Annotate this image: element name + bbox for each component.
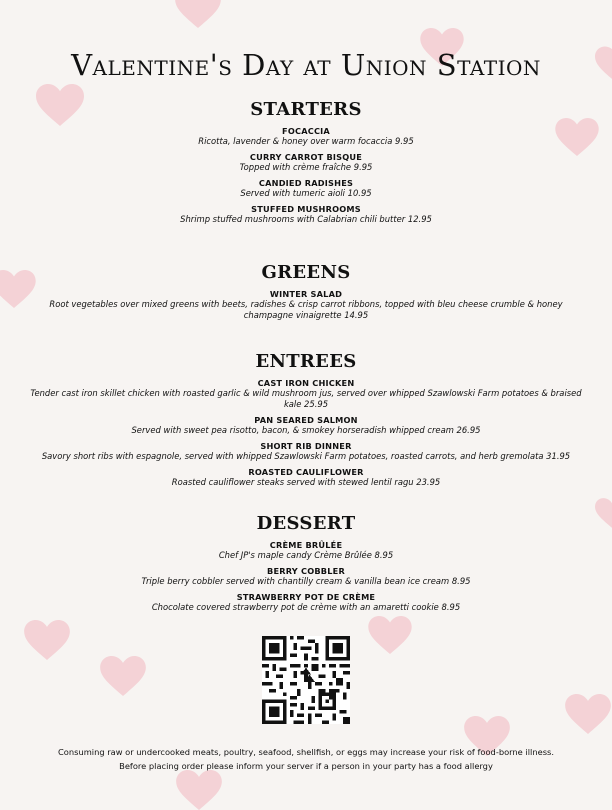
menu-item — [0, 378, 612, 410]
menu-item — [0, 152, 612, 173]
menu-item — [0, 204, 612, 225]
item-name: CAST IRON CHICKEN — [257, 378, 355, 388]
menu-item — [0, 126, 612, 147]
item-description: Savory short ribs with espagnole, served with whipped Szawlowski Farm potatoes, roasted carrots, and herb gremolata 31.95 — [41, 451, 571, 461]
item-description: Shrimp stuffed mushrooms with Calabrian chili butter 12.95 — [180, 214, 432, 224]
entrees-section — [0, 351, 612, 493]
menu-item — [0, 441, 612, 462]
item-name: STUFFED MUSHROOMS — [251, 204, 361, 214]
item-name: CURRY CARROT BISQUE — [249, 152, 363, 162]
item-description: Served with tumeric aioli 10.95 — [240, 188, 372, 198]
menu-item — [0, 592, 612, 613]
qr-code-icon — [262, 636, 350, 724]
item-name: WINTER SALAD — [269, 289, 343, 299]
item-name: CRÈME BRÛLÉE — [269, 540, 343, 550]
item-name: PAN SEARED SALMON — [254, 415, 358, 425]
item-description: Roasted cauliflower steaks served with stewed lentil ragu 23.95 — [171, 477, 441, 487]
item-description: Ricotta, lavender & honey over warm focaccia 9.95 — [198, 136, 414, 146]
item-description: Root vegetables over mixed greens with beets, radishes & crisp carrot ribbons, topped with bleu cheese crumble & honey champagne vinaigrette 14.95 — [49, 299, 563, 320]
item-name: ROASTED CAULIFLOWER — [248, 467, 364, 477]
dessert-section — [0, 513, 612, 618]
disclaimer-line: Before placing order please inform your server if a person in your party has a food allergy — [119, 761, 493, 771]
heart-icon — [368, 616, 412, 654]
item-description: Chocolate covered strawberry pot de crème with an amaretti cookie 8.95 — [151, 602, 461, 612]
menu-title: Valentine's Day at Union Station — [71, 48, 541, 82]
menu-item — [0, 178, 612, 199]
menu-item — [0, 566, 612, 587]
item-name: BERRY COBBLER — [267, 566, 345, 576]
heart-icon — [175, 0, 221, 28]
disclaimer-line: Consuming raw or undercooked meats, poultry, seafood, shellfish, or eggs may increase your risk of food-borne illness. — [58, 747, 554, 757]
item-description: Served with sweet pea risotto, bacon, & smokey horseradish whipped cream 26.95 — [131, 425, 481, 435]
heart-icon — [176, 770, 222, 810]
heart-icon — [100, 656, 146, 696]
item-description: Tender cast iron skillet chicken with roasted garlic & wild mushroom jus, served over whipped Szawlowski Farm potatoes & braised kale 25.95 — [30, 388, 582, 409]
menu-item — [0, 540, 612, 561]
menu-item — [0, 415, 612, 436]
heart-icon — [565, 694, 611, 734]
section-heading: ENTREES — [255, 351, 357, 372]
item-description: Chef JP's maple candy Crème Brûlée 8.95 — [218, 550, 394, 560]
item-name: STRAWBERRY POT DE CRÈME — [236, 592, 376, 602]
section-heading: DESSERT — [256, 513, 356, 534]
menu-item — [0, 467, 612, 488]
greens-section — [0, 262, 612, 326]
section-heading: GREENS — [261, 262, 351, 283]
item-description: Topped with crème fraîche 9.95 — [239, 162, 373, 172]
item-description: Triple berry cobbler served with chantilly cream & vanilla bean ice cream 8.95 — [141, 576, 471, 586]
menu-item — [0, 289, 612, 321]
allergy-disclaimer — [0, 745, 612, 773]
starters-section — [0, 99, 612, 230]
heart-icon — [24, 620, 70, 660]
item-name: CANDIED RADISHES — [258, 178, 354, 188]
section-heading: STARTERS — [250, 99, 362, 120]
item-name: FOCACCIA — [282, 126, 330, 136]
item-name: SHORT RIB DINNER — [260, 441, 352, 451]
